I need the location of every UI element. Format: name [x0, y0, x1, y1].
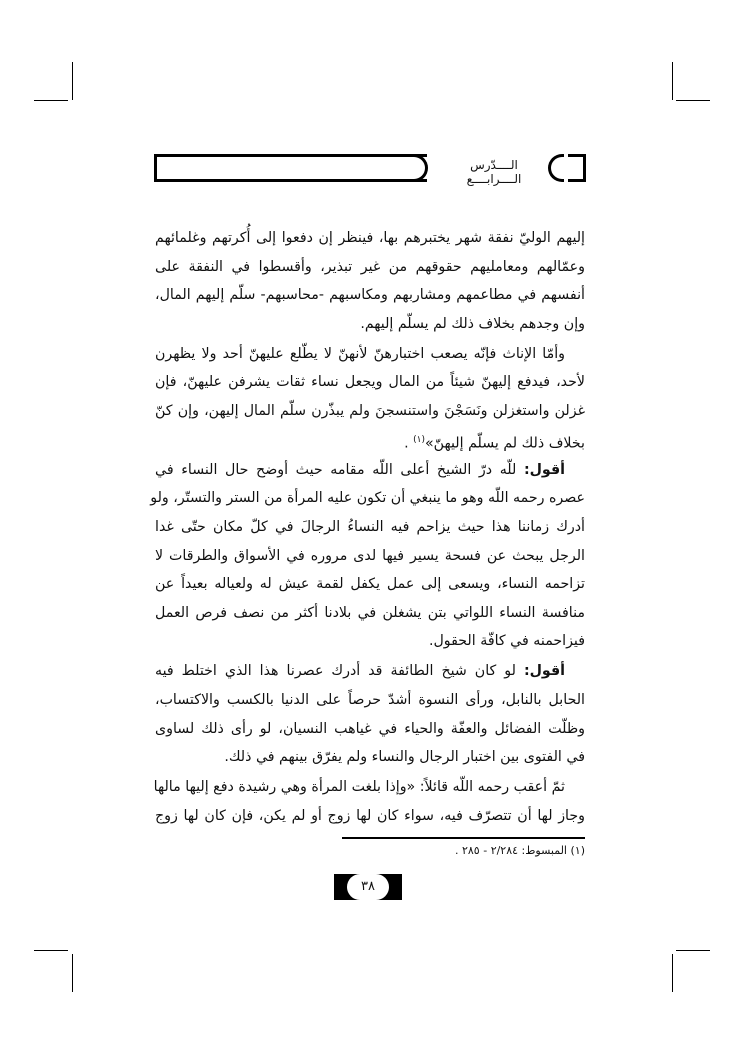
text-line: أنفسهم في مطاعمهم ومشاربهم ومكاسبهم -محاسبهم- سلّم إليهم المال،	[155, 287, 585, 304]
text-line: أقول: للّه درّ الشيخ أعلى اللّه مقامه حيث أوضح حال النساء في	[155, 461, 565, 478]
chapter-header	[154, 154, 586, 186]
text-line: وأمّا الإناث فإنّه يصعب اختبارهنّ لأنهنّ لا يطّلع عليهنّ أحد ولا يظهرن	[155, 345, 565, 362]
text-line: بخلاف ذلك لم يسلّم إليهنّ»$^{(١)}$ .	[404, 434, 585, 452]
text-line: الرجل يبحث عن فسحة يسير فيها لدى مروره في الأسواق والطرقات لا	[155, 547, 585, 564]
crop-mark	[34, 100, 68, 101]
footnote-ref[interactable]: (١)	[413, 434, 425, 445]
crop-mark	[72, 954, 73, 992]
text-line: وظلّت الفضائل والعفّة والحياء في غياهب النسيان، لو رأى ذلك لساوى	[155, 720, 585, 737]
paragraph	[155, 657, 585, 771]
paragraph	[150, 456, 585, 656]
paragraph	[155, 340, 585, 454]
text-line: الحابل بالنابل، ورأى النسوة أشدّ حرصاً على الدنيا بالكسب والاكتساب،	[155, 692, 585, 708]
footnote: (١) المبسوط: ٢/٢٨٤ - ٢٨٥ .	[454, 844, 585, 857]
paragraph	[155, 773, 585, 830]
crop-mark	[34, 950, 68, 951]
paragraph	[155, 224, 585, 338]
header-bracket-right	[548, 154, 564, 182]
text-line: منافسة النساء اللواتي بتن يشغلن في بلادنا أكثر من نصف فرص العمل	[155, 604, 585, 621]
crop-mark	[676, 950, 710, 951]
header-frame	[154, 154, 427, 182]
text-line: وعمّالهم ومعامليهم حقوقهم من غير تبذير، وأقسطوا في النفقة على	[155, 258, 585, 275]
text-line: غزلن واستغزلن ونَسَجْنَ واستنسجنَ ولم يبذّرن سلّم المال إليهن، وإن كنّ	[155, 403, 585, 420]
text-line: فيزاحمنه في كافّة الحقول.	[428, 633, 585, 650]
text-line: وجاز لها أن تتصرّف فيه، سواء كان لها زوج أو لم يكن، فإن كان لها زوج	[155, 807, 585, 824]
crop-mark	[676, 100, 710, 101]
crop-mark	[72, 62, 73, 100]
page-number-box	[334, 874, 402, 900]
text-line: أدرك زماننا هذا حيث يزاحم فيه النساءُ الرجالَ في كلّ مكان حتّى غدا	[155, 518, 585, 535]
crop-mark	[672, 954, 673, 992]
text-line: أقول: لو كان شيخ الطائفة قد أدرك عصرنا هذا الذي اختلط فيه	[155, 663, 565, 680]
page-number: ٣٨	[347, 874, 389, 900]
text-line: ثمّ أعقب رحمه اللّه قائلاً: «وإذا بلغت المرأة وهي رشيدة دفع إليها مالها	[153, 779, 565, 796]
text-line: عصره رحمه اللّه وهو ما ينبغي أن تكون عليه المرأة من الستر والتستّر، ولو	[150, 490, 585, 507]
crop-mark	[672, 62, 673, 100]
text-line: إليهم الوليّ نفقة شهر يختبرهم بها، فينظر إن دفعوا إلى أُكرتهم وغلمائهم	[155, 230, 585, 246]
text-line: لأحد، فيدفع إليهنّ شيئاً من المال ويجعل نساء ثقات يشرفن عليهنّ، فإن	[155, 374, 585, 391]
text-line: في الفتوى بين اختبار الرجال والنساء ولم يفرّق بينهم في ذلك.	[224, 749, 585, 766]
chapter-title: الــــدّرس الــــرابــــع	[466, 158, 522, 186]
lead-word: أقول:	[523, 663, 565, 680]
text-line: وإن وجدهم بخلاف ذلك لم يسلّم إليهم.	[360, 315, 585, 332]
header-end-bar	[568, 154, 586, 182]
page-body	[150, 224, 585, 830]
text-line: تزاحمه النساء، ويسعى إلى عمل يكفل لقمة عيش له ولعياله بعيداً عن	[155, 576, 585, 593]
footnote-separator	[342, 837, 585, 839]
lead-word: أقول:	[523, 461, 565, 478]
